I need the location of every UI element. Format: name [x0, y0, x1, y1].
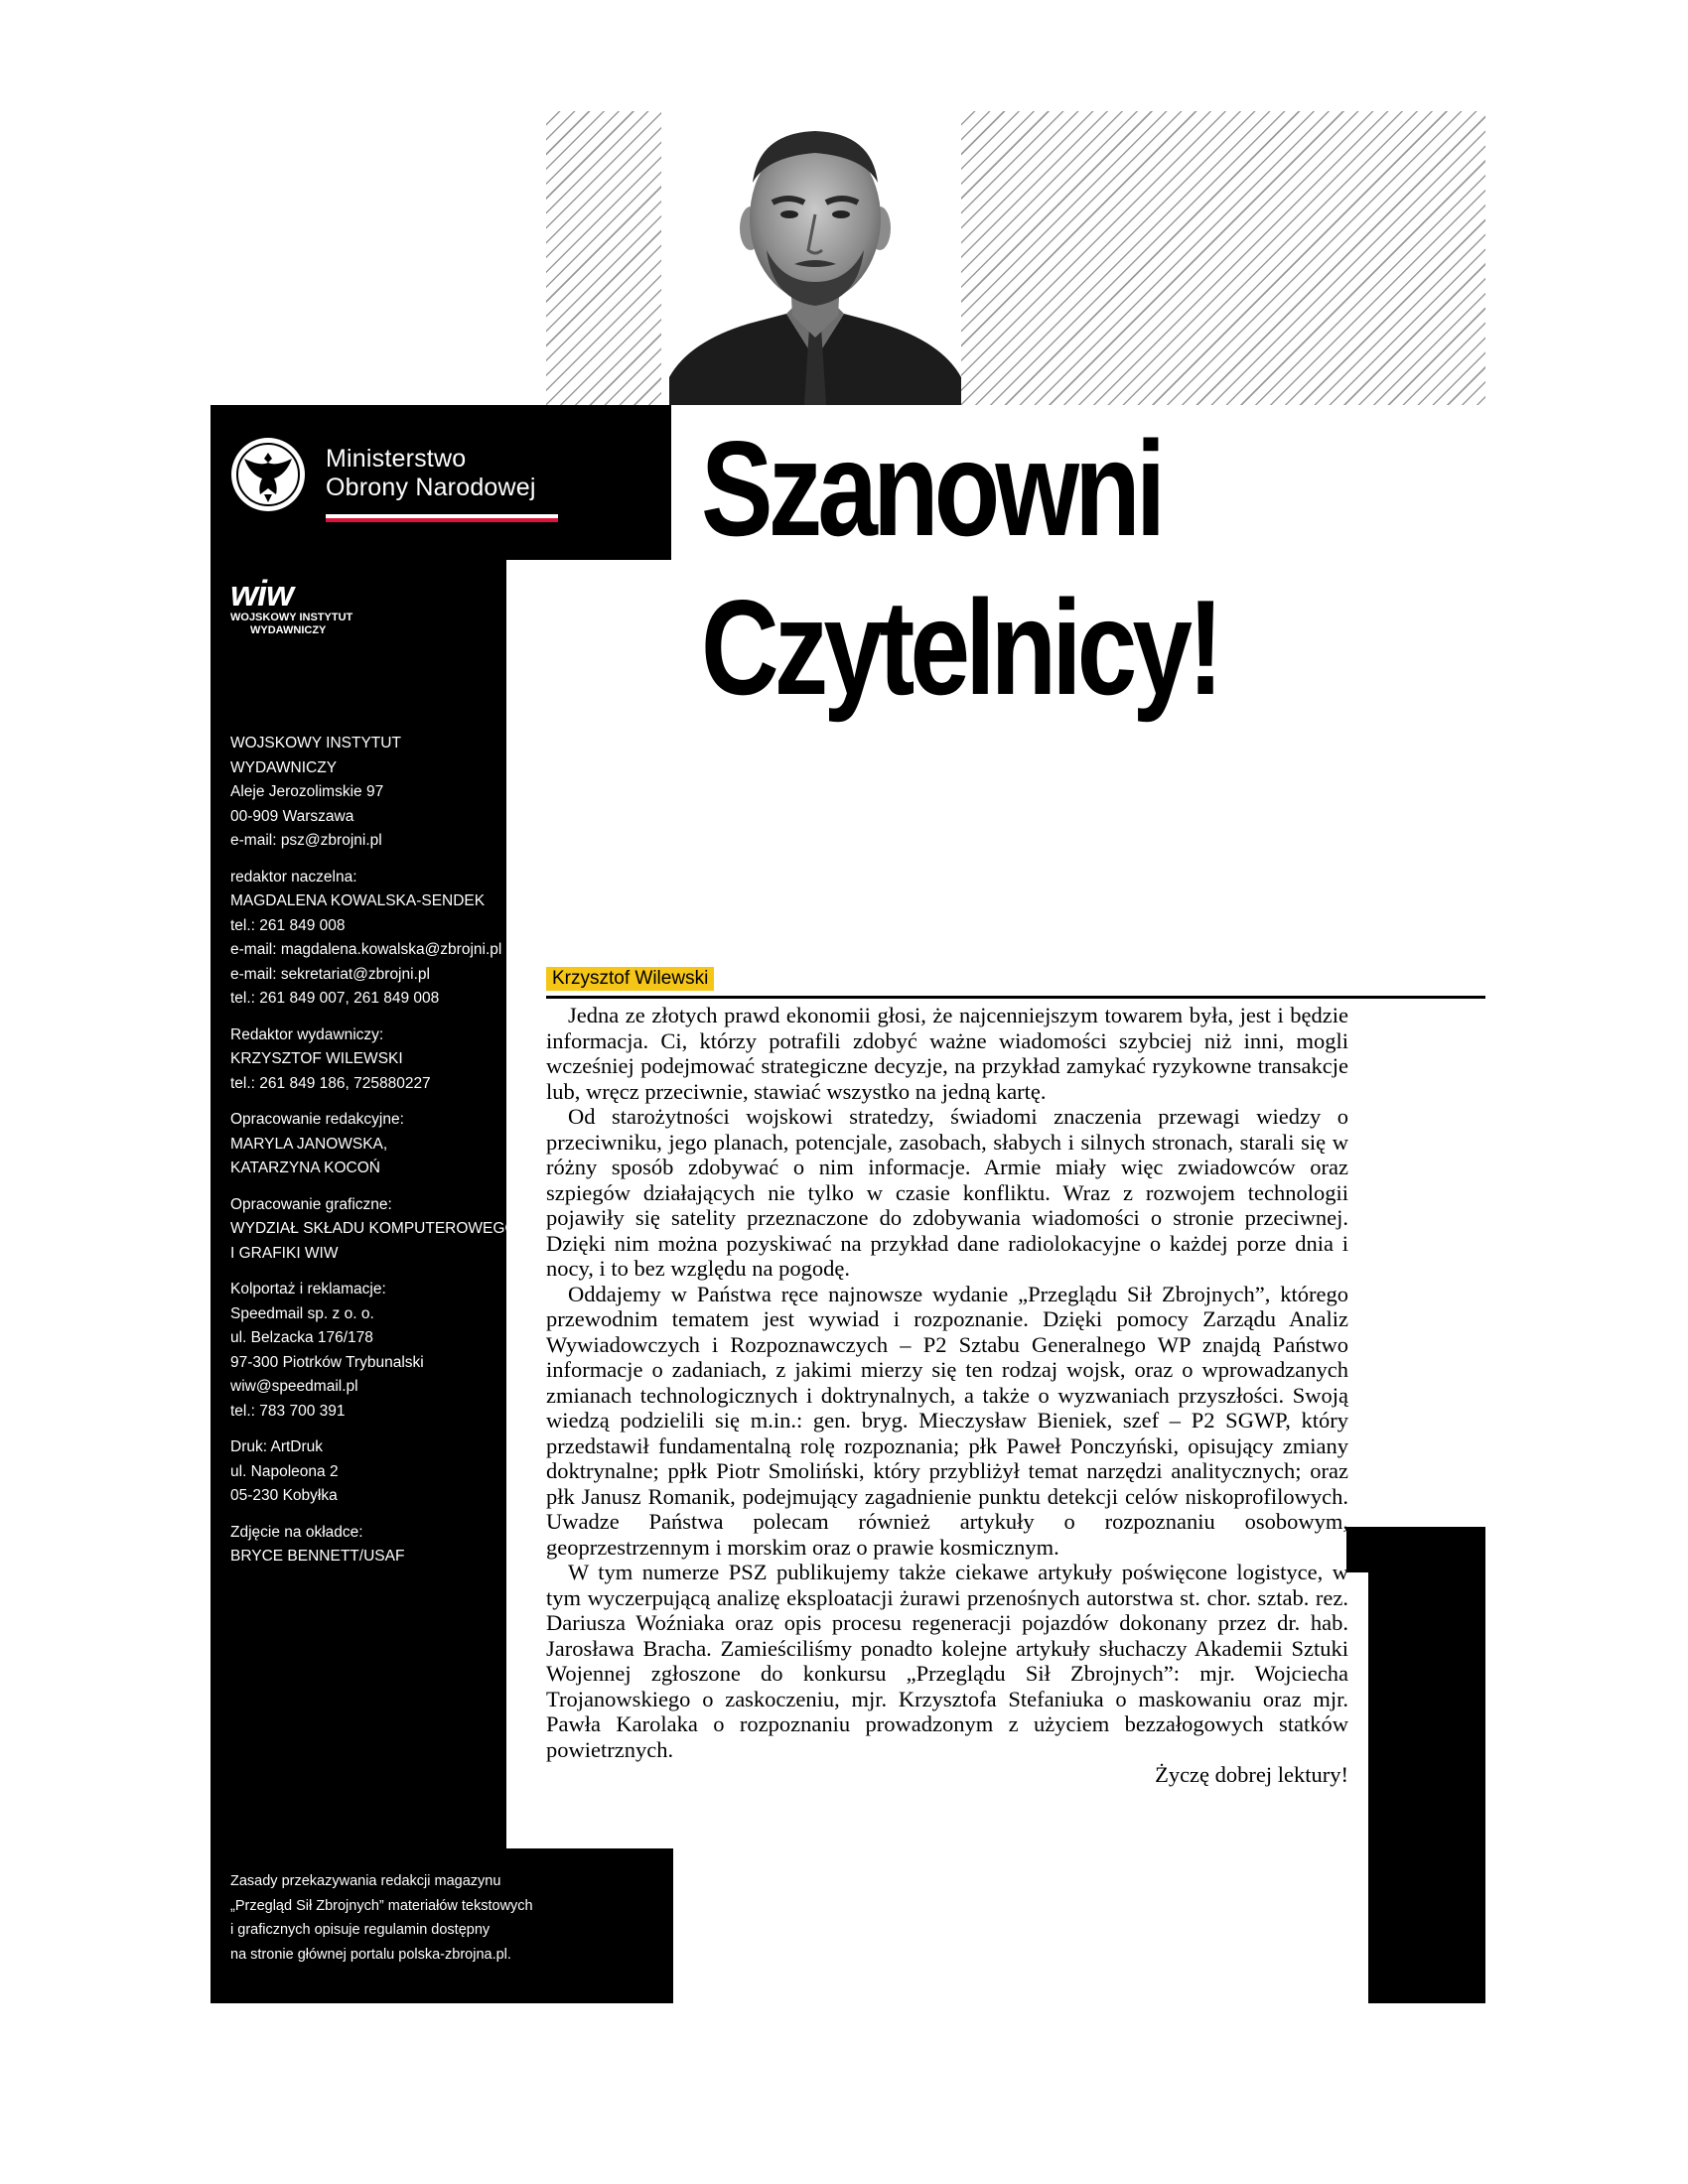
- article-paragraph-1: Jedna ze złotych prawd ekonomii głosi, że najcenniejszym towarem była, jest i będzie informacja. Ci, którzy potrafili zdobyć ważne wiadomości szybciej niż inni, mogli wcześniej podejmować strategiczne decyzje, na przykład zamykać ryzykowne transakcje lub, wręcz przeciwnie, stawiać wszystko na jedną kartę.: [546, 1003, 1348, 1104]
- colophon-line: tel.: 261 849 007, 261 849 008: [230, 990, 440, 1007]
- article-paragraph-2: Od starożytności wojskowi stratedzy, świadomi znaczenia przewagi wiedzy o przeciwniku, jego planach, potencjale, zasobach, słabych i silnych stronach, starali się w różny sposób zdobywać o nim informacje. Armie miały więc zwiadowców oraz szpiegów działających nie tylko w czasie konfliktu. Wraz z rozwojem technologii pojawiły się satelity przeznaczone do zdobywania wiadomości o stronie przeciwnej. Dzięki nim można pozyskiwać na przykład dane radiolokacyjne o każdej porze dnia i nocy, i to bez względu na pogodę.: [546, 1104, 1348, 1281]
- colophon-line: KATARZYNA KOCOŃ: [230, 1160, 381, 1176]
- polish-flag-stripe: [326, 514, 558, 522]
- colophon-line: 00-909 Warszawa: [230, 807, 354, 825]
- colophon-line: e-mail: psz@zbrojni.pl: [230, 832, 382, 849]
- article-paragraph-4: W tym numerze PSZ publikujemy także ciekawe artykuły poświęcone logistyce, w tym wyczerpującą analizę eksploatacji żurawi przenośnych autorstwa st. chor. sztab. rez. Dariusza Woźniaka oraz opis procesu regeneracji pojazdów dokonany przez dr. hab. Jarosława Bracha. Zamieściliśmy ponadto kolejne artykuły słuchaczy Akademii Sztuki Wojennej zgłoszone do konkursu „Przeglądu Sił Zbrojnych”: mjr. Wojciecha Trojanowskiego o zaskoczeniu, mjr. Krzysztofa Stefaniuka o maskowaniu oraz mjr. Pawła Karolaka o rozpoznaniu prowadzonym z użyciem bezzałogowych statków powietrznych.: [546, 1560, 1348, 1762]
- rules-note-line: i graficznych opisuje regulamin dostępny: [230, 1922, 491, 1938]
- colophon-line: ul. Napoleona 2: [230, 1462, 339, 1480]
- eagle-emblem-icon: [230, 437, 306, 512]
- colophon-block: [230, 1193, 517, 1267]
- colophon-line: Opracowanie redakcyjne:: [230, 1111, 404, 1128]
- rules-note-line: „Przegląd Sił Zbrojnych” materiałów tekstowych: [230, 1897, 533, 1914]
- submission-rules-note: [230, 1869, 558, 1967]
- title-line1: Szanowni: [701, 413, 1162, 564]
- colophon-line: e-mail: sekretariat@zbrojni.pl: [230, 965, 430, 983]
- colophon-block: [230, 732, 498, 854]
- wiw-subtitle-line1: WOJSKOWY INSTYTUT: [230, 612, 353, 623]
- colophon-block: [230, 866, 502, 1012]
- colophon-block: [230, 1024, 498, 1097]
- colophon-line: MAGDALENA KOWALSKA-SENDEK: [230, 892, 486, 909]
- colophon-line: redaktor naczelna:: [230, 868, 357, 886]
- ministry-name-line2: Obrony Narodowej: [326, 474, 536, 501]
- wiw-logo: [230, 573, 353, 637]
- colophon-line: 05-230 Kobyłka: [230, 1487, 338, 1504]
- editorial-text: [546, 1003, 1485, 1788]
- author-byline: Krzysztof Wilewski: [546, 967, 714, 991]
- wiw-mark: wiw: [230, 573, 294, 614]
- rules-note-line: Zasady przekazywania redakcji magazynu: [230, 1873, 501, 1889]
- colophon-line: Aleje Jerozolimskie 97: [230, 783, 384, 800]
- greeting: Życzę dobrej lektury!: [1155, 1762, 1348, 1787]
- page-title: [701, 409, 1219, 727]
- colophon-line: Kolportaż i reklamacje:: [230, 1281, 386, 1297]
- colophon-line: BRYCE BENNETT/USAF: [230, 1548, 405, 1565]
- colophon-line: Opracowanie graficzne:: [230, 1195, 392, 1213]
- byline-divider: [546, 996, 1485, 999]
- colophon-line: I GRAFIKI WIW: [230, 1244, 339, 1262]
- colophon-line: e-mail: magdalena.kowalska@zbrojni.pl: [230, 941, 502, 958]
- colophon-line: MARYLA JANOWSKA,: [230, 1135, 388, 1153]
- colophon-line: WYDAWNICZY: [230, 758, 338, 776]
- colophon-line: 97-300 Piotrków Trybunalski: [230, 1353, 424, 1371]
- colophon-block: [230, 1278, 498, 1424]
- colophon-line: Zdjęcie na okładce:: [230, 1523, 363, 1541]
- colophon-line: Redaktor wydawniczy:: [230, 1025, 384, 1043]
- colophon-line: tel.: 261 849 008: [230, 916, 346, 934]
- colophon-line: KRZYSZTOF WILEWSKI: [230, 1050, 403, 1067]
- colophon-line: Speedmail sp. z o. o.: [230, 1304, 374, 1322]
- author-portrait: [669, 111, 961, 405]
- title-line2: Czytelnicy!: [701, 572, 1219, 723]
- colophon-block: [230, 1521, 498, 1570]
- ministry-logo: [230, 437, 568, 526]
- colophon-line: WYDZIAŁ SKŁADU KOMPUTEROWEGO: [230, 1220, 517, 1237]
- rules-note-line: na stronie głównej portalu polska-zbrojna.pl.: [230, 1946, 511, 1963]
- hatch-pattern-right: [961, 111, 1485, 405]
- colophon-line: WOJSKOWY INSTYTUT: [230, 735, 401, 751]
- colophon-block: [230, 1435, 498, 1509]
- colophon-line: tel.: 261 849 186, 725880227: [230, 1074, 431, 1092]
- colophon: [230, 732, 517, 1581]
- colophon-line: ul. Belzacka 176/178: [230, 1329, 373, 1346]
- colophon-line: tel.: 783 700 391: [230, 1402, 346, 1420]
- hatch-pattern-left: [546, 111, 661, 405]
- colophon-block: [230, 1108, 498, 1181]
- colophon-line: wiw@speedmail.pl: [230, 1378, 358, 1395]
- article-paragraph-3: Oddajemy w Państwa ręce najnowsze wydanie „Przeglądu Sił Zbrojnych”, którego przewodnim tematem jest wywiad i rozpoznanie. Dzięki pomocy Zarządu Analiz Wywiadowczych i Rozpoznawczych – P2 Sztabu Generalnego WP znajdą Państwo informacje o zadaniach, z jakimi mierzy się ten rodzaj wojsk, oraz o wprowadzanych zmianach technologicznych i doktrynalnych, a także o wyzwaniach przyszłości. Swoją wiedzą podzielili się m.in.: gen. bryg. Mieczysław Bieniek, szef – P2 SGWP, który przedstawił fundamentalną rolę rozpoznania; płk Paweł Ponczyński, opisujący zmiany doktrynalne; ppłk Piotr Smoliński, który przybliżył temat narzędzi analitycznych; oraz płk Janusz Romanik, podejmujący zagadnienie punktu detekcji celów niskoprofilowych. Uwadze Państwa polecam również artykuły o rozpoznaniu osobowym, geoprzestrzennym i morskim oraz o prawie kosmicznym.: [546, 1281, 1348, 1560]
- colophon-line: Druk: ArtDruk: [230, 1438, 324, 1455]
- ministry-name-line1: Ministerstwo: [326, 445, 467, 473]
- wiw-subtitle-line2: WYDAWNICZY: [250, 624, 327, 636]
